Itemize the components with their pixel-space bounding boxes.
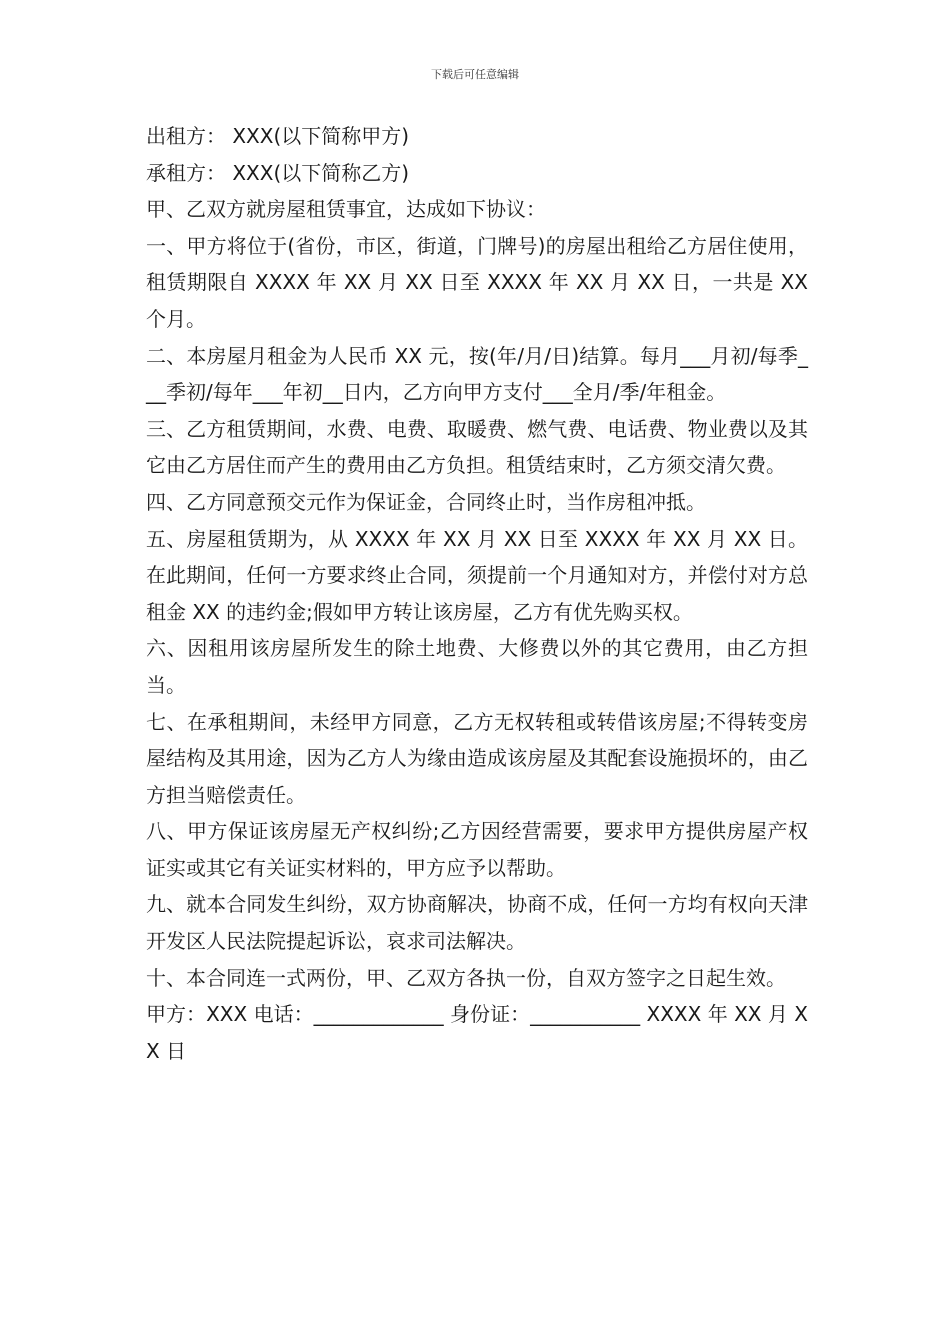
clause-8: 八、甲方保证该房屋无产权纠纷;乙方因经营需要，要求甲方提供房屋产权证实或其它有关证实材料的，甲方应予以帮助。 xyxy=(146,819,808,880)
agreement-intro: 甲、乙双方就房屋租赁事宜，达成如下协议： xyxy=(146,197,546,222)
clause-7: 七、在承租期间，未经甲方同意，乙方无权转租或转借该房屋;不得转变房屋结构及其用途，因为乙方人为缘由造成该房屋及其配套设施损坏的，由乙方担当赔偿责任。 xyxy=(146,709,808,807)
clause-3: 三、乙方租赁期间，水费、电费、取暖费、燃气费、电话费、物业费以及其它由乙方居住而产生的费用由乙方负担。租赁结束时，乙方须交清欠费。 xyxy=(146,416,808,478)
clause-1: 一、甲方将位于(省份，市区，街道，门牌号)的房屋出租给乙方居住使用，租赁期限自 XXXX 年 XX 月 XX 日至 XXXX 年 XX 月 XX 日，一共是 XX 个月。 xyxy=(146,233,808,331)
clause-10: 十、本合同连一式两份，甲、乙双方各执一份，自双方签字之日起生效。 xyxy=(146,965,786,990)
contract-body xyxy=(146,118,808,1069)
lessee-line: 承租方： XXX(以下简称乙方) xyxy=(146,160,410,185)
signature-line: 甲方：XXX 电话：_____________ 身份证：___________ XXXX 年 XX 月 XX 日 xyxy=(146,1002,808,1063)
clause-9: 九、就本合同发生纠纷，双方协商解决，协商不成，任何一方均有权向天津开发区人民法院提起诉讼，哀求司法解决。 xyxy=(146,892,808,954)
clause-5: 五、房屋租赁期为，从 XXXX 年 XX 月 XX 日至 XXXX 年 XX 月 XX 日。在此期间，任何一方要求终止合同，须提前一个月通知对方，并偿付对方总租金 XX 的违约金;假如甲方转让该房屋，乙方有优先购买权。 xyxy=(146,526,808,624)
header-note: 下载后可任意编辑 xyxy=(431,68,519,81)
lessor-line: 出租方： XXX(以下简称甲方) xyxy=(146,124,410,148)
clause-2: 二、本房屋月租金为人民币 XX 元，按(年/月/日)结算。每月___月初/每季___季初/每年___年初__日内，乙方向甲方支付___全月/季/年租金。 xyxy=(146,343,808,405)
clause-6: 六、因租用该房屋所发生的除土地费、大修费以外的其它费用，由乙方担当。 xyxy=(146,636,808,697)
clause-4: 四、乙方同意预交元作为保证金，合同终止时，当作房租冲抵。 xyxy=(146,489,706,514)
